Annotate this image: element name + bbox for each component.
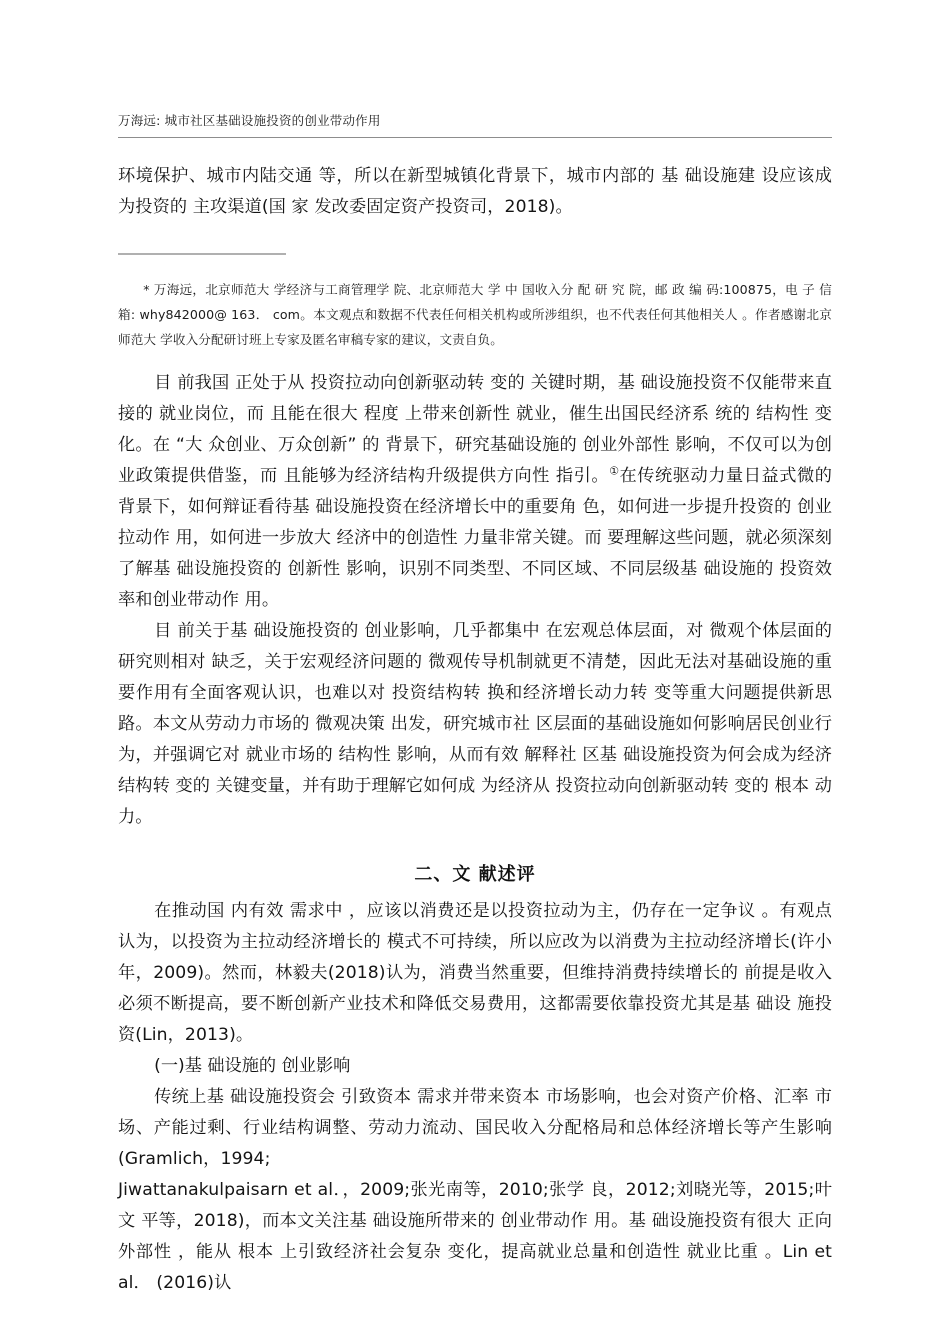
running-header: 万海远: 城市社区基础设施投资的创业带动作用 — [118, 113, 381, 128]
page-content — [118, 112, 832, 1299]
subsection-heading: (一)基 础设施的 创业影响 — [154, 1055, 351, 1076]
body-paragraph-2: 目 前关于基 础设施投资的 创业影响，几乎都集中 在宏观总体层面，对 微观个体层面的研究则相对 缺乏，关于宏观经济问题的 微观传导机制就更不清楚，因此无法对基础设施的重要作用有全面客观认识，也难以对 投资结构转 换和经济增长动力转 变等重大问题提供新思路。本文从劳动力市场的 微观决策 出发，研究城市社 区层面的基础设施如何影响居民创业行为，并强调它对 就业市场的 结构性 影响，从而有效 解释社 区基 础设施投资为何会成为经济结构转 变的 关键变量，并有助于理解它如何成 为经济从 投资拉动向创新驱动转 变的 根本 动力。 — [118, 620, 832, 827]
footnote-text: * 万海远，北京师范大 学经济与工商管理学 院、北京师范大 学 中 国收入分 配 研 究 院，邮 政 编 码:100875，电 子 信箱: why842000@ 163． com。本文观点和数据不代表任何相关机构或所涉组织，也不代表任何其他相关人 。作者感谢北京师范大 学收入分配研讨班上专家及匿名审稿专家的建议，文责自负。 — [118, 281, 832, 347]
header-divider — [118, 137, 832, 138]
section-heading: 二、文 献述评 — [414, 863, 536, 885]
top-paragraph: 环境保护、城市内陆交通 等，所以在新型城镇化背景下，城市内部的 基 础设施建 设应该成 为投资的 主攻渠道(国 家 发改委固定资产投资司，2018)。 — [118, 165, 832, 217]
section-paragraph-1: 在推动国 内有效 需求中 ，应该以消费还是以投资拉动为主，仍存在一定争议 。有观点认为，以投资为主拉动经济增长的 模式不可持续，所以应改为以消费为主拉动经济增长(许小年，2009)。然而，林毅夫(2018)认为，消费当然重要，但维持消费持续增长的 前提是收入必须不断提高，要不断创新产业技术和降低交易费用，这都需要依靠投资尤其是基 础设 施投资(Lin，2013)。 — [118, 900, 832, 1045]
footnote-divider — [118, 253, 286, 255]
body-paragraph-1 — [118, 368, 832, 616]
paragraph-1-text-after-marker: 在传统驱动力量日益式微的 背景下，如何辩证看待基 础设施投资在经济增长中的重要角 色，如何进一步提升投资的 创业拉动作 用，如何进一步放大 经济中的创造性 力量非常关键。而 要理解这些问题，就必须深刻了解基 础设施投资的 创新性 影响，识别不同类型、不同区域、不同层级基 础设施的 投资效率和创业带动作 用。 — [118, 465, 832, 610]
footnote-zone — [118, 253, 832, 352]
subsection-paragraph-1: 传统上基 础设施投资会 引致资本 需求并带来资本 市场影响，也会对资产价格、汇率 市场、产能过剩、行业结构调整、劳动力流动、国民收入分配格局和总体经济增长等产生影响(Gramlich，1994; — [118, 1086, 832, 1169]
subsection-paragraph-2: Jiwattanakulpaisarn et al．，2009;张光南等，2010;张学 良，2012;刘晓光等，2015;叶文 平等，2018)，而本文关注基 础设施所带来的 创业带动作 用。基 础设施投资有很大 正向外部性 ，能从 根本 上引致经济社会复杂 变化，提高就业总量和创造性 就业比重 。Lin et al． (2016)认 — [118, 1179, 832, 1293]
footnote-reference-marker: ① — [609, 463, 620, 477]
paragraph-1-text-before-marker: 目 前我国 正处于从 投资拉动向创新驱动转 变的 关键时期，基 础设施投资不仅能带来直接的 就业岗位，而 且能在很大 程度 上带来创新性 就业，催生出国民经济系 统的 结构性 变化。在 “大 众创业、万众创新” 的 背景下，研究基础设施的 创业外部性 影响，不仅可以为创业政策提供借鉴，而 且能够为经济结构升级提供方向性 指引。 — [118, 372, 832, 486]
